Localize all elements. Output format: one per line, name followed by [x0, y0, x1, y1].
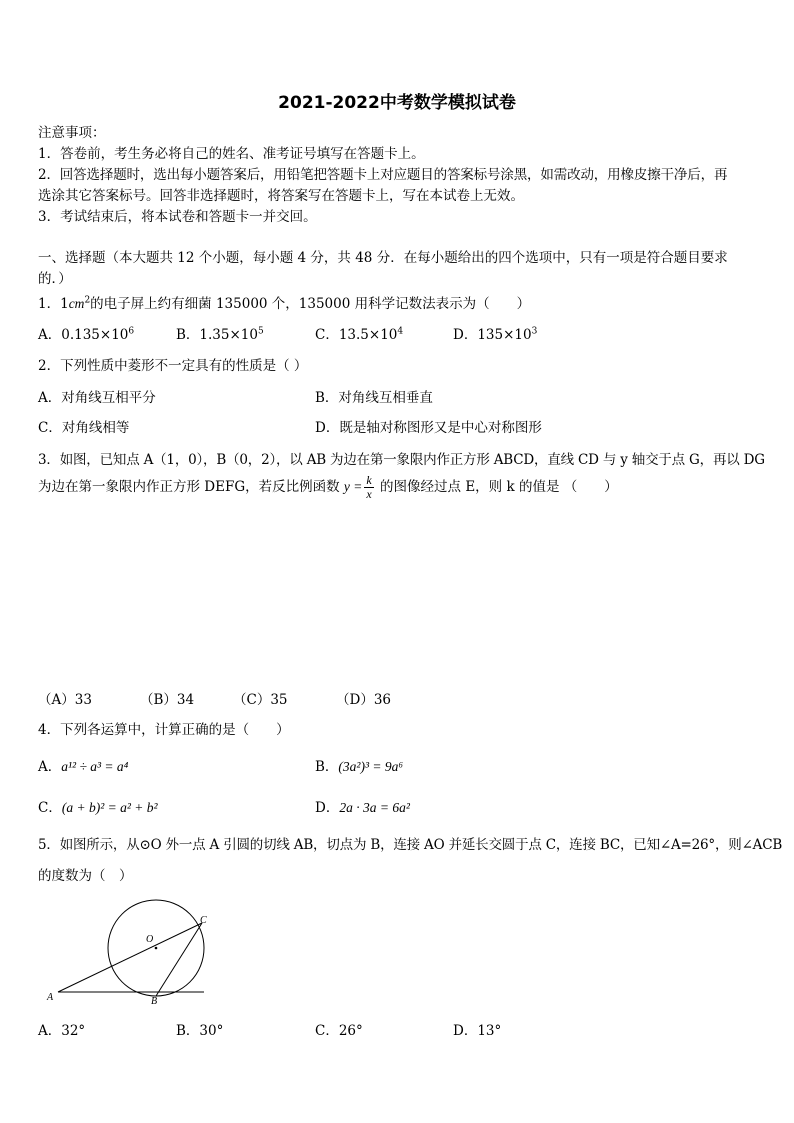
q5-option-a[interactable]: A．32°: [38, 1023, 86, 1039]
q5-option-d[interactable]: D．13°: [453, 1023, 502, 1039]
function-y: y =: [343, 479, 363, 494]
label-a: A: [47, 992, 54, 1003]
question-5-stem-cont: 的度数为（ ）: [38, 868, 133, 884]
q1-option-b[interactable]: B．$1.35\times 10^5$: [176, 326, 264, 343]
q3-option-d[interactable]: （D）36: [336, 692, 392, 708]
unit-cm: cm: [68, 296, 85, 311]
section-heading: 一、选择题（本大题共 12 个小题，每小题 4 分，共 48 分．在每小题给出的四个选项中，只有一项是符合题目要求: [38, 250, 728, 266]
question-3-stem: 3．如图，已知点 A（1，0），B（0，2），以 AB 为边在第一象限内作正方形 ABCD，直线 CD 与 y 轴交于点 G，再以 DG: [38, 452, 765, 468]
notice-item: 3．考试结束后，将本试卷和答题卡一并交回。: [38, 209, 317, 225]
q1-option-a[interactable]: A．$0.135\times 10^6$: [38, 326, 135, 343]
section-heading-cont: 的．）: [38, 271, 72, 287]
question-5-stem: 5．如图所示，从⊙O 外一点 A 引圆的切线 AB，切点为 B，连接 AO 并延长交圆于点 C，连接 BC，已知∠A=26°，则∠ACB: [38, 837, 783, 853]
label-o: O: [146, 934, 154, 945]
q3-option-b[interactable]: （B）34: [140, 692, 195, 708]
q4-option-c[interactable]: C．(a + b)² = a² + b²: [38, 800, 158, 816]
q1-option-c[interactable]: C．$13.5\times 10^4$: [315, 326, 404, 343]
q1-option-d[interactable]: D．$135\times 10^3$: [453, 326, 538, 343]
q2-option-b[interactable]: B．对角线互相垂直: [315, 390, 433, 406]
question-1-stem: 1．$1cm^2$的电子屏上约有细菌 135000 个，135000 用科学记数法表示为（ ）: [38, 295, 531, 312]
question-3-stem-cont: 为边在第一象限内作正方形 DEFG，若反比例函数 y = $\frac{k}{x}$ 的图像经过点 E，则 k 的值是 （ ）: [38, 473, 618, 501]
label-c: C: [200, 915, 207, 926]
q3-option-c[interactable]: （C）35: [233, 692, 288, 708]
q2-option-c[interactable]: C．对角线相等: [38, 420, 130, 436]
q4-option-d[interactable]: D．2a · 3a = 6a²: [315, 800, 410, 816]
question-2-stem: 2．下列性质中菱形不一定具有的性质是（ ）: [38, 358, 308, 374]
q5-option-b[interactable]: B．30°: [176, 1023, 224, 1039]
q2-option-d[interactable]: D．既是轴对称图形又是中心对称图形: [315, 420, 542, 436]
circle-tangent-figure: [40, 892, 220, 1010]
q2-option-a[interactable]: A．对角线互相平分: [38, 390, 156, 406]
label-b: B: [151, 996, 158, 1007]
q5-option-c[interactable]: C．26°: [315, 1023, 363, 1039]
q4-option-a[interactable]: A．a¹² ÷ a³ = a⁴: [38, 759, 129, 775]
center-point-o: [155, 947, 158, 950]
fraction-k-over-x: $\frac{k}{x}$: [366, 473, 372, 501]
notice-item: 2．回答选择题时，选出每小题答案后，用铅笔把答题卡上对应题目的答案标号涂黑，如需改动，用橡皮擦干净后，再: [38, 167, 728, 183]
notice-item: 选涂其它答案标号。回答非选择题时，将答案写在答题卡上，写在本试卷上无效。: [38, 188, 524, 204]
q3-option-a[interactable]: （A）33: [38, 692, 92, 708]
question-4-stem: 4．下列各运算中，计算正确的是（ ）: [38, 722, 290, 738]
page-title: 2021-2022中考数学模拟试卷: [278, 93, 516, 113]
q4-option-b[interactable]: B．(3a²)³ = 9a⁶: [315, 759, 404, 775]
notice-heading: 注意事项：: [38, 125, 106, 141]
notice-item: 1．答卷前，考生务必将自己的姓名、准考证号填写在答题卡上。: [38, 146, 425, 162]
